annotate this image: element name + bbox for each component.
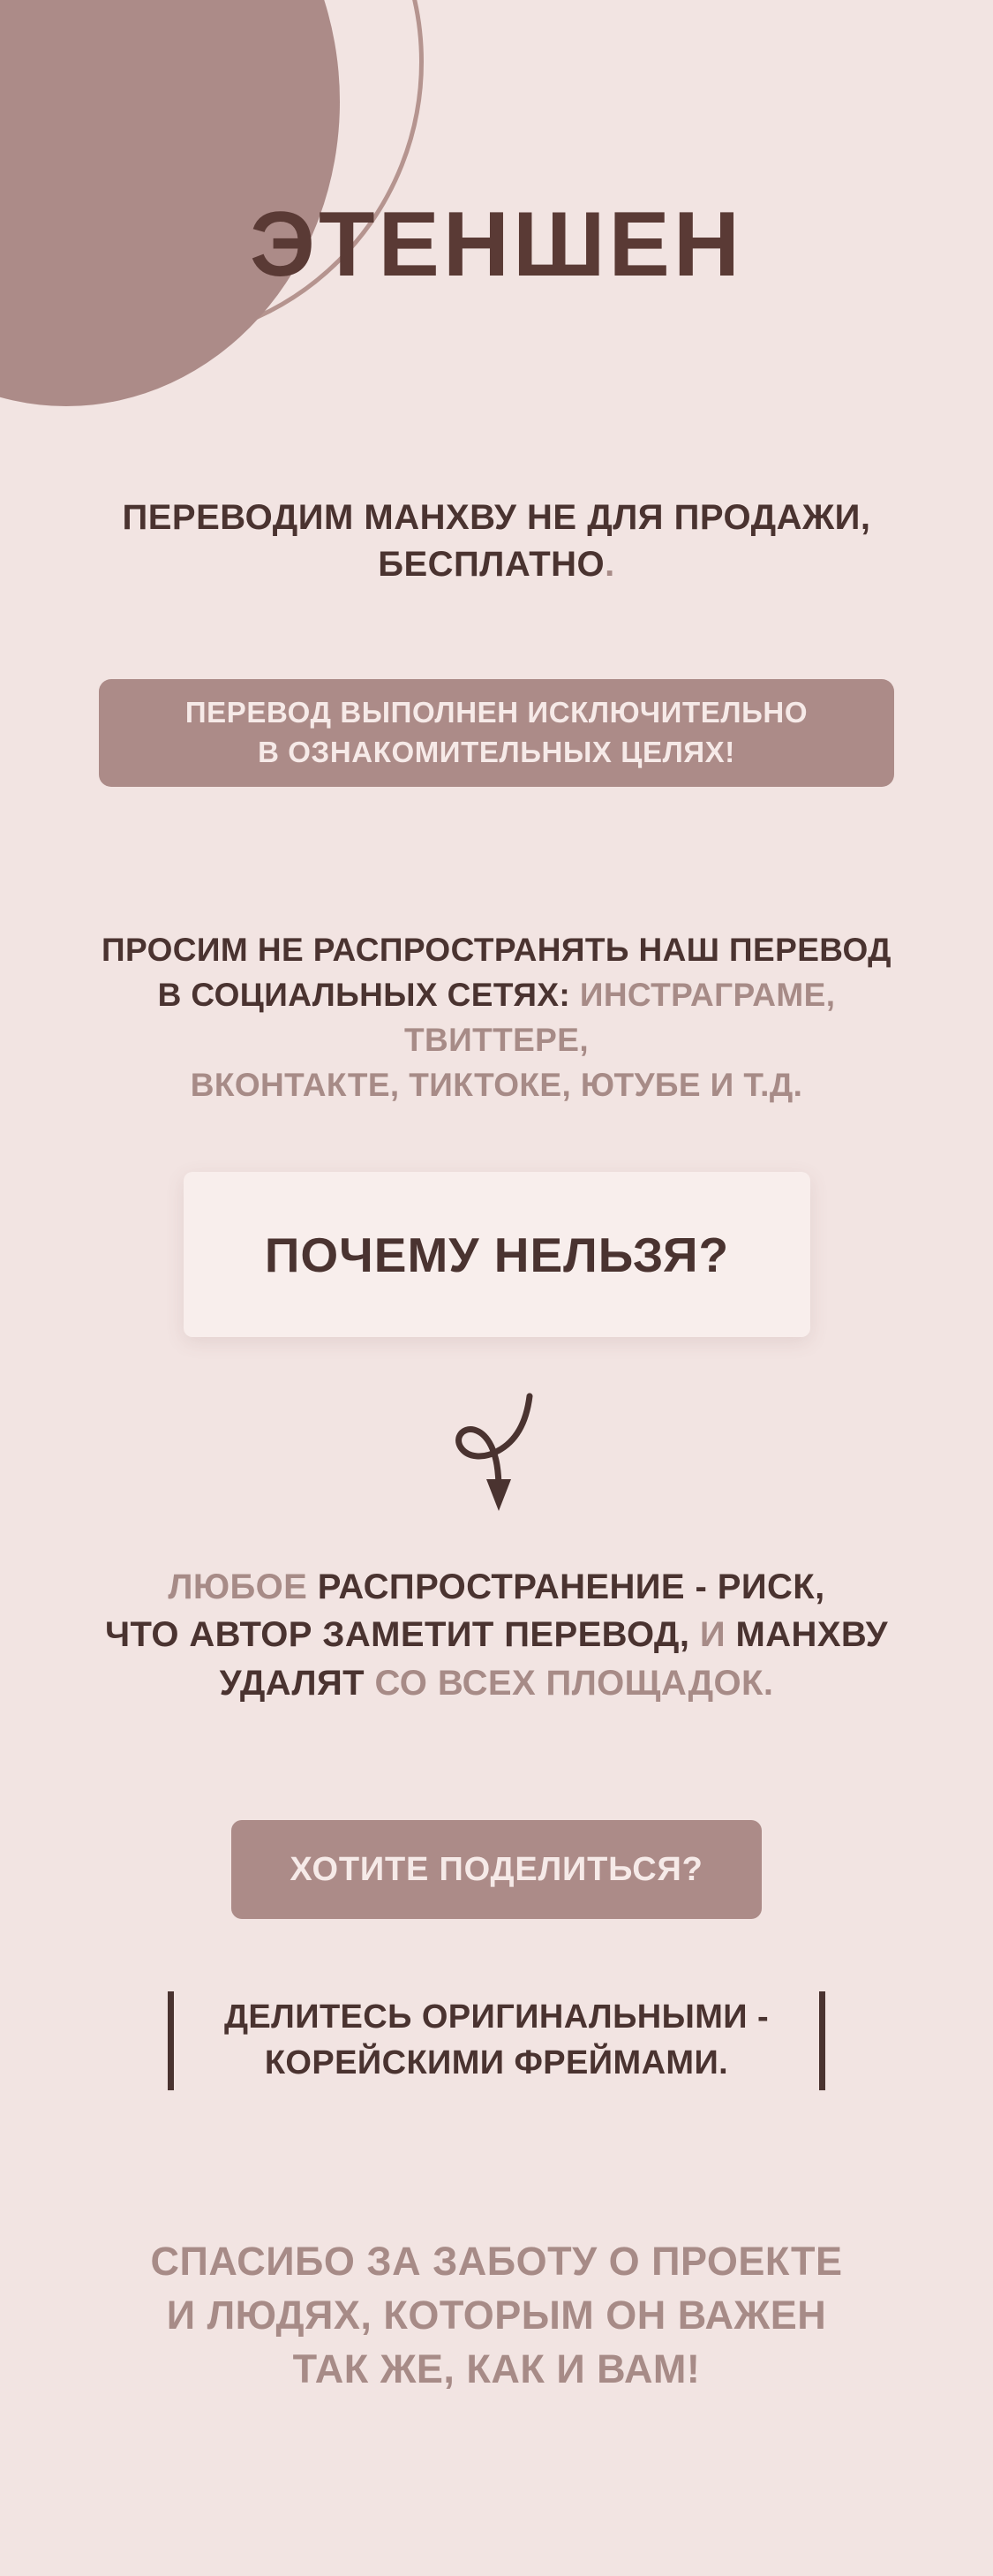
risk-line-3 [62,1659,931,1707]
lead-free-word: БЕСПЛАТНО [378,544,606,584]
note-text [174,1995,819,2086]
request-line-2 [71,972,922,1062]
risk-paragraph [62,1563,931,1707]
note-line-1: ДЕЛИТЕСЬ ОРИГИНАЛЬНЫМИ - [223,1998,770,2036]
thanks-line-3: ТАК ЖЕ, КАК И ВАМ! [292,2346,701,2392]
note-right-bar [819,1991,825,2090]
question-card [184,1172,810,1337]
request-paragraph [71,927,922,1107]
risk-line-2-b: МАНХВУ [726,1615,888,1655]
thanks-paragraph [71,2234,922,2397]
lead-paragraph [71,495,922,588]
thanks-line-2: И ЛЮДЯХ, КОТОРЫМ ОН ВАЖЕН [166,2293,827,2338]
note-left-bar [168,1991,174,2090]
lead-period: . [605,544,615,584]
lead-line-2 [71,541,922,588]
risk-any-word: ЛЮБОЕ [168,1568,308,1606]
risk-line-1 [62,1563,931,1611]
request-social-list-1: ИНСТРАГРАМЕ, ТВИТТЕРЕ, [403,977,836,1059]
request-social-label: В СОЦИАЛЬНЫХ СЕТЯХ: [157,977,571,1014]
disclaimer-banner-text [185,693,808,772]
share-banner-text: ХОТИТЕ ПОДЕЛИТЬСЯ? [290,1850,703,1888]
thanks-line-1: СПАСИБО ЗА ЗАБОТУ О ПРОЕКТЕ [150,2239,843,2284]
share-banner [231,1820,762,1919]
share-advice-note [168,1990,825,2091]
risk-line-1-rest: РАСПРОСТРАНЕНИЕ - РИСК, [307,1568,825,1606]
risk-line-2-a: ЧТО АВТОР ЗАМЕТИТ ПЕРЕВОД, [105,1615,690,1655]
curly-arrow-down-icon [422,1391,572,1515]
risk-line-2-and: И [689,1615,726,1655]
question-card-text: ПОЧЕМУ НЕЛЬЗЯ? [264,1227,730,1282]
risk-line-2 [62,1611,931,1658]
disclaimer-line-2: В ОЗНАКОМИТЕЛЬНЫХ ЦЕЛЯХ! [258,736,735,768]
page-title: ЭТЕНШЕН [250,193,743,296]
risk-line-3-b: СО ВСЕХ ПЛОЩАДОК. [365,1663,774,1703]
note-line-2: КОРЕЙСКИМИ ФРЕЙМАМИ. [264,2043,729,2081]
request-social-list-2: ВКОНТАКТЕ, ТИКТОКЕ, ЮТУБЕ И Т.Д. [190,1067,803,1104]
disclaimer-line-1: ПЕРЕВОД ВЫПОЛНЕН ИСКЛЮЧИТЕЛЬНО [184,696,809,729]
lead-line-1: ПЕРЕВОДИМ МАНХВУ НЕ ДЛЯ ПРОДАЖИ, [122,498,871,537]
risk-line-3-a: УДАЛЯТ [219,1663,365,1703]
disclaimer-banner [99,679,894,787]
request-line-1: ПРОСИМ НЕ РАСПРОСТРАНЯТЬ НАШ ПЕРЕВОД [102,932,891,968]
